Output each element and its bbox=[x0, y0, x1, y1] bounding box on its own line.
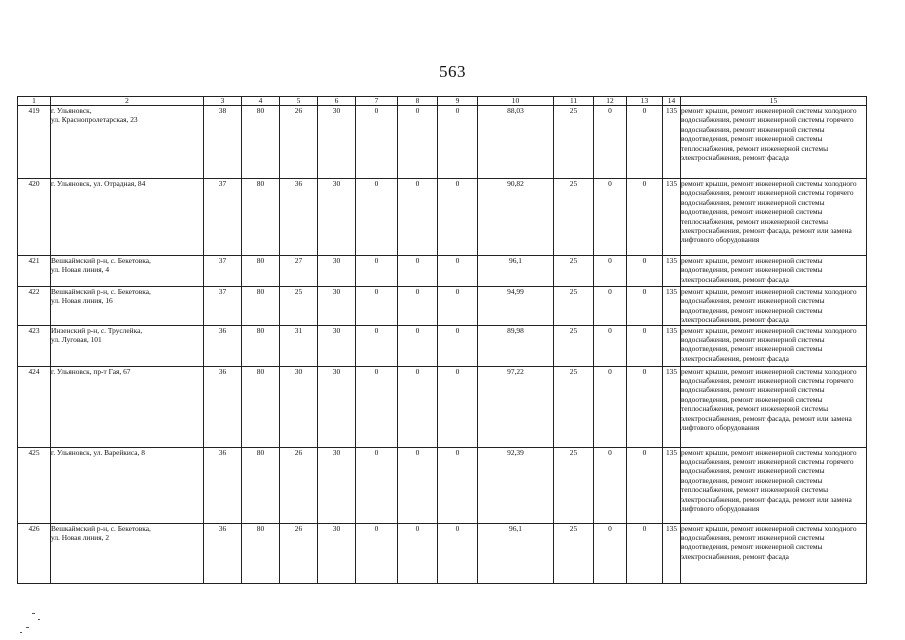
works-list-cell: ремонт крыши, ремонт инженерной системы холодного водоснабжения, ремонт инженерной системы горячего водоснабжения, ремонт инженерной системы водоотведения, ремонт инженерной системы теплоснабжения, ремонт инженерной системы электроснабжения, ремонт фасада bbox=[681, 106, 867, 179]
value-cell-c5: 27 bbox=[280, 256, 318, 287]
value-cell-c12: 0 bbox=[594, 106, 627, 179]
value-cell-c14: 135 bbox=[663, 366, 681, 447]
value-cell-c10: 96,1 bbox=[478, 523, 554, 583]
value-cell-c6: 30 bbox=[318, 179, 356, 256]
value-cell-c7: 0 bbox=[356, 106, 398, 179]
table-row bbox=[18, 287, 867, 326]
row-number-cell: 422 bbox=[18, 287, 51, 326]
value-cell-c10: 96,1 bbox=[478, 256, 554, 287]
value-cell-c7: 0 bbox=[356, 447, 398, 523]
value-cell-c5: 26 bbox=[280, 523, 318, 583]
value-cell-c6: 30 bbox=[318, 366, 356, 447]
value-cell-c13: 0 bbox=[627, 287, 663, 326]
value-cell-c8: 0 bbox=[398, 325, 438, 366]
value-cell-c6: 30 bbox=[318, 325, 356, 366]
table-row bbox=[18, 366, 867, 447]
value-cell-c14: 135 bbox=[663, 523, 681, 583]
value-cell-c9: 0 bbox=[438, 325, 478, 366]
value-cell-c4: 80 bbox=[242, 523, 280, 583]
value-cell-c14: 135 bbox=[663, 256, 681, 287]
row-number-cell: 426 bbox=[18, 523, 51, 583]
value-cell-c14: 135 bbox=[663, 106, 681, 179]
page-number: 563 bbox=[439, 62, 466, 81]
value-cell-c6: 30 bbox=[318, 106, 356, 179]
value-cell-c11: 25 bbox=[554, 366, 594, 447]
scan-speck bbox=[20, 632, 22, 633]
value-cell-c7: 0 bbox=[356, 325, 398, 366]
value-cell-c13: 0 bbox=[627, 366, 663, 447]
value-cell-c11: 25 bbox=[554, 287, 594, 326]
column-header: 5 bbox=[280, 97, 318, 106]
value-cell-c4: 80 bbox=[242, 287, 280, 326]
address-line-1: г. Ульяновск, ул. Отрадная, 84 bbox=[51, 179, 146, 188]
scan-speck bbox=[32, 613, 35, 614]
value-cell-c9: 0 bbox=[438, 287, 478, 326]
value-cell-c12: 0 bbox=[594, 447, 627, 523]
value-cell-c9: 0 bbox=[438, 179, 478, 256]
address-line-2: ул. Новая линия, 16 bbox=[51, 296, 113, 306]
address-line-2: ул. Новая линия, 2 bbox=[51, 533, 110, 543]
address-cell bbox=[51, 179, 204, 256]
table-row bbox=[18, 106, 867, 179]
address-line-2: ул. Краснопролетарская, 23 bbox=[51, 115, 138, 125]
row-number-cell: 421 bbox=[18, 256, 51, 287]
value-cell-c3: 37 bbox=[204, 256, 242, 287]
header-row bbox=[18, 97, 867, 106]
column-header: 4 bbox=[242, 97, 280, 106]
value-cell-c14: 135 bbox=[663, 287, 681, 326]
column-header: 6 bbox=[318, 97, 356, 106]
value-cell-c10: 92,39 bbox=[478, 447, 554, 523]
value-cell-c8: 0 bbox=[398, 287, 438, 326]
address-cell bbox=[51, 325, 204, 366]
value-cell-c6: 30 bbox=[318, 256, 356, 287]
column-header: 10 bbox=[478, 97, 554, 106]
value-cell-c11: 25 bbox=[554, 325, 594, 366]
value-cell-c3: 37 bbox=[204, 179, 242, 256]
value-cell-c9: 0 bbox=[438, 447, 478, 523]
column-header: 2 bbox=[51, 97, 204, 106]
value-cell-c11: 25 bbox=[554, 523, 594, 583]
address-line-1: Вешкаймский р-н, с. Бекетовка, bbox=[51, 287, 151, 296]
address-line-1: Вешкаймский р-н, с. Бекетовка, bbox=[51, 256, 151, 265]
value-cell-c8: 0 bbox=[398, 366, 438, 447]
value-cell-c10: 97,22 bbox=[478, 366, 554, 447]
address-line-1: Инзенский р-н, с. Труслейка, bbox=[51, 325, 143, 335]
row-number-cell: 424 bbox=[18, 366, 51, 447]
column-header: 13 bbox=[627, 97, 663, 106]
value-cell-c13: 0 bbox=[627, 325, 663, 366]
value-cell-c10: 88,03 bbox=[478, 106, 554, 179]
scan-speck bbox=[38, 619, 40, 620]
row-number-cell: 419 bbox=[18, 106, 51, 179]
column-header: 11 bbox=[554, 97, 594, 106]
column-header: 12 bbox=[594, 97, 627, 106]
works-list-cell: ремонт крыши, ремонт инженерной системы холодного водоснабжения, ремонт инженерной системы горячего водоснабжения, ремонт инженерной системы водоотведения, ремонт инженерной системы теплоснабжения, ремонт инженерной системы электроснабжения, ремонт фасада, ремонт или замена лифтового оборудования bbox=[681, 366, 867, 447]
table-row bbox=[18, 523, 867, 583]
column-header: 15 bbox=[681, 97, 867, 106]
value-cell-c9: 0 bbox=[438, 106, 478, 179]
works-list-cell: ремонт крыши, ремонт инженерной системы холодного водоснабжения, ремонт инженерной системы водоотведения, ремонт инженерной системы электроснабжения, ремонт фасада bbox=[681, 287, 867, 326]
value-cell-c5: 25 bbox=[280, 287, 318, 326]
value-cell-c13: 0 bbox=[627, 179, 663, 256]
address-line-1: г. Ульяновск, ул. Варейкиса, 8 bbox=[51, 447, 145, 457]
value-cell-c3: 36 bbox=[204, 523, 242, 583]
value-cell-c7: 0 bbox=[356, 523, 398, 583]
value-cell-c14: 135 bbox=[663, 325, 681, 366]
value-cell-c3: 37 bbox=[204, 287, 242, 326]
value-cell-c5: 26 bbox=[280, 447, 318, 523]
row-number-cell: 420 bbox=[18, 179, 51, 256]
address-cell bbox=[51, 256, 204, 287]
value-cell-c3: 36 bbox=[204, 366, 242, 447]
value-cell-c9: 0 bbox=[438, 366, 478, 447]
value-cell-c4: 80 bbox=[242, 106, 280, 179]
value-cell-c7: 0 bbox=[356, 179, 398, 256]
column-header: 8 bbox=[398, 97, 438, 106]
address-cell bbox=[51, 287, 204, 326]
value-cell-c4: 80 bbox=[242, 447, 280, 523]
works-list-cell: ремонт крыши, ремонт инженерной системы холодного водоснабжения, ремонт инженерной системы водоотведения, ремонт инженерной системы электроснабжения, ремонт фасада bbox=[681, 325, 867, 366]
value-cell-c14: 135 bbox=[663, 179, 681, 256]
scan-speck bbox=[26, 627, 29, 628]
value-cell-c11: 25 bbox=[554, 447, 594, 523]
value-cell-c8: 0 bbox=[398, 179, 438, 256]
value-cell-c8: 0 bbox=[398, 523, 438, 583]
value-cell-c10: 94,99 bbox=[478, 287, 554, 326]
value-cell-c13: 0 bbox=[627, 447, 663, 523]
address-line-1: Вешкаймский р-н, с. Бекетовка, bbox=[51, 523, 151, 533]
value-cell-c6: 30 bbox=[318, 447, 356, 523]
works-list-cell: ремонт крыши, ремонт инженерной системы холодного водоснабжения, ремонт инженерной системы водоотведения, ремонт инженерной системы электроснабжения, ремонт фасада bbox=[681, 523, 867, 583]
value-cell-c8: 0 bbox=[398, 256, 438, 287]
row-number-cell: 423 bbox=[18, 325, 51, 366]
value-cell-c12: 0 bbox=[594, 366, 627, 447]
value-cell-c8: 0 bbox=[398, 106, 438, 179]
value-cell-c7: 0 bbox=[356, 366, 398, 447]
value-cell-c9: 0 bbox=[438, 523, 478, 583]
value-cell-c6: 30 bbox=[318, 523, 356, 583]
address-line-1: г. Ульяновск, пр-т Гая, 67 bbox=[51, 366, 131, 376]
address-cell bbox=[51, 447, 204, 523]
value-cell-c4: 80 bbox=[242, 179, 280, 256]
value-cell-c7: 0 bbox=[356, 287, 398, 326]
address-line-1: г. Ульяновск, bbox=[51, 106, 92, 115]
value-cell-c3: 38 bbox=[204, 106, 242, 179]
value-cell-c14: 135 bbox=[663, 447, 681, 523]
column-header: 7 bbox=[356, 97, 398, 106]
value-cell-c4: 80 bbox=[242, 366, 280, 447]
value-cell-c4: 80 bbox=[242, 256, 280, 287]
column-header: 9 bbox=[438, 97, 478, 106]
table-row bbox=[18, 179, 867, 256]
value-cell-c13: 0 bbox=[627, 106, 663, 179]
works-list-cell: ремонт крыши, ремонт инженерной системы водоотведения, ремонт инженерной системы электроснабжения, ремонт фасада bbox=[681, 256, 867, 287]
value-cell-c11: 25 bbox=[554, 179, 594, 256]
address-cell bbox=[51, 106, 204, 179]
column-header: 3 bbox=[204, 97, 242, 106]
value-cell-c7: 0 bbox=[356, 256, 398, 287]
value-cell-c12: 0 bbox=[594, 287, 627, 326]
value-cell-c5: 31 bbox=[280, 325, 318, 366]
value-cell-c4: 80 bbox=[242, 325, 280, 366]
value-cell-c8: 0 bbox=[398, 447, 438, 523]
value-cell-c12: 0 bbox=[594, 179, 627, 256]
column-header: 1 bbox=[18, 97, 51, 106]
value-cell-c12: 0 bbox=[594, 325, 627, 366]
value-cell-c5: 36 bbox=[280, 179, 318, 256]
table-row bbox=[18, 256, 867, 287]
row-number-cell: 425 bbox=[18, 447, 51, 523]
table-row bbox=[18, 447, 867, 523]
value-cell-c6: 30 bbox=[318, 287, 356, 326]
value-cell-c5: 30 bbox=[280, 366, 318, 447]
value-cell-c3: 36 bbox=[204, 325, 242, 366]
value-cell-c13: 0 bbox=[627, 256, 663, 287]
value-cell-c10: 90,82 bbox=[478, 179, 554, 256]
address-line-2: ул. Новая линия, 4 bbox=[51, 265, 110, 275]
works-list-cell: ремонт крыши, ремонт инженерной системы холодного водоснабжения, ремонт инженерной системы горячего водоснабжения, ремонт инженерной системы водоотведения, ремонт инженерной системы теплоснабжения, ремонт инженерной системы электроснабжения, ремонт фасада, ремонт или замена лифтового оборудования bbox=[681, 179, 867, 256]
value-cell-c5: 26 bbox=[280, 106, 318, 179]
value-cell-c13: 0 bbox=[627, 523, 663, 583]
value-cell-c12: 0 bbox=[594, 256, 627, 287]
value-cell-c3: 36 bbox=[204, 447, 242, 523]
value-cell-c11: 25 bbox=[554, 106, 594, 179]
table-row bbox=[18, 325, 867, 366]
column-header: 14 bbox=[663, 97, 681, 106]
value-cell-c11: 25 bbox=[554, 256, 594, 287]
address-cell bbox=[51, 366, 204, 447]
value-cell-c9: 0 bbox=[438, 256, 478, 287]
address-line-2: ул. Луговая, 101 bbox=[51, 335, 102, 345]
address-cell bbox=[51, 523, 204, 583]
register-table bbox=[17, 96, 867, 584]
value-cell-c10: 89,98 bbox=[478, 325, 554, 366]
value-cell-c12: 0 bbox=[594, 523, 627, 583]
works-list-cell: ремонт крыши, ремонт инженерной системы холодного водоснабжения, ремонт инженерной системы горячего водоснабжения, ремонт инженерной системы водоотведения, ремонт инженерной системы теплоснабжения, ремонт инженерной системы электроснабжения, ремонт фасада, ремонт или замена лифтового оборудования bbox=[681, 447, 867, 523]
